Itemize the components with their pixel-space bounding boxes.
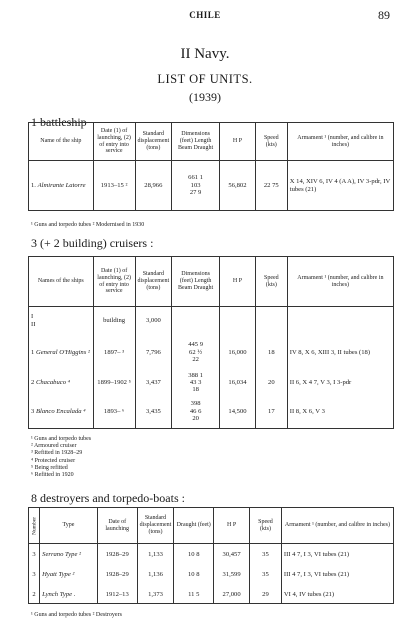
- armament: IV 8, X 6, XIII 3, II tubes (18): [287, 335, 393, 371]
- dimension-length: 398: [190, 400, 201, 408]
- horse-power: 16,000: [220, 335, 256, 371]
- running-header: [0, 10, 410, 24]
- table-row: [29, 544, 394, 565]
- draught: 10 8: [174, 544, 214, 565]
- year-heading: (1939): [189, 90, 221, 104]
- unit-count: 2: [29, 586, 40, 604]
- destroyers-heading: 8 destroyers and torpedo-boats :: [31, 491, 185, 505]
- unit-count: 3: [29, 565, 40, 586]
- col-header: Speed (kts): [255, 123, 287, 161]
- ship-type: Serrano Type ²: [40, 544, 98, 565]
- displacement: 28,966: [135, 161, 172, 211]
- col-header: Names of the ships: [29, 257, 94, 307]
- speed: 20: [255, 371, 287, 395]
- horse-power: 16,034: [220, 371, 256, 395]
- col-header: Date of launching: [97, 508, 137, 544]
- destroyers-notes: ¹ Guns and torpedo tubes ² Destroyers: [31, 612, 122, 618]
- ship-name: Chacabuco ⁴: [35, 378, 70, 386]
- col-header: Standard displacement (tons): [135, 123, 172, 161]
- table-row: [29, 307, 394, 335]
- table-row: [29, 395, 394, 429]
- footnote: ⁶ Refitted in 1920: [31, 471, 74, 478]
- table-row: [29, 565, 394, 586]
- launch-date: 1897– ³: [93, 335, 135, 371]
- footnote: ³ Refitted in 1928–29: [31, 450, 83, 457]
- launch-date: building: [93, 307, 135, 335]
- displacement: 7,796: [135, 335, 172, 371]
- table-row: [29, 586, 394, 604]
- dimension-draught: 18: [192, 386, 199, 394]
- ship-name: Almirante Latorre: [37, 181, 86, 189]
- col-header: Standard displacement (tons): [135, 257, 172, 307]
- footnote: ⁴ Protected cruiser: [31, 457, 76, 464]
- dimension-draught: 20: [192, 415, 199, 423]
- launch-date: 1928–29: [97, 565, 137, 586]
- cruisers-heading: 3 (+ 2 building) cruisers :: [31, 236, 154, 250]
- ship-type: Hyatt Type ²: [40, 565, 98, 586]
- col-header: Dimensions (feet) Length Beam Draught: [172, 123, 220, 161]
- footnote: ² Armoured cruiser: [31, 443, 77, 450]
- battleship-notes: ¹ Guns and torpedo tubes ² Modernised in 1930: [31, 222, 145, 228]
- row-number: 2: [31, 378, 35, 386]
- battleship-table: [28, 122, 394, 211]
- col-header: Armament ¹ (number, and calibre in inches): [287, 257, 393, 307]
- cruisers-notes: [31, 436, 91, 479]
- col-header: Date (1) of launching, (2) of entry into service: [93, 257, 135, 307]
- table-row: [29, 335, 394, 371]
- col-header: Date (1) of launching, (2) of entry into service: [93, 123, 135, 161]
- speed: 35: [250, 544, 282, 565]
- displacement: 3,000: [135, 307, 172, 335]
- row-number: 3: [31, 407, 35, 415]
- col-header: Speed (kts): [250, 508, 282, 544]
- section-heading: II Navy.: [180, 46, 230, 62]
- speed: 29: [250, 586, 282, 604]
- col-header: H P: [220, 123, 256, 161]
- armament: III 4 7, I 3, VI tubes (21): [281, 565, 393, 586]
- displacement: 1,136: [137, 565, 174, 586]
- speed: 35: [250, 565, 282, 586]
- launch-date: 1899–1902 ⁵: [93, 371, 135, 395]
- footnote: ⁵ Being refitted: [31, 464, 68, 471]
- dimension-length: 445 9: [188, 341, 204, 349]
- speed: 18: [255, 335, 287, 371]
- col-header: H P: [220, 257, 256, 307]
- launch-date: 1893– ⁶: [93, 395, 135, 429]
- speed: 17: [255, 395, 287, 429]
- armament: X 14, XIV 6, IV 4 (A A), IV 3-pdr, IV tubes (21): [287, 161, 393, 211]
- displacement: 3,437: [135, 371, 172, 395]
- displacement: 3,435: [135, 395, 172, 429]
- ship-name: I II: [29, 307, 94, 335]
- col-header: Speed (kts): [255, 257, 287, 307]
- col-header: Type: [40, 508, 98, 544]
- armament: III 4 7, I 3, VI tubes (21): [281, 544, 393, 565]
- country-header: CHILE: [189, 10, 221, 20]
- launch-date: 1912–13: [97, 586, 137, 604]
- list-heading: LIST OF UNITS.: [157, 72, 253, 86]
- displacement: 1,133: [137, 544, 174, 565]
- row-number: 1: [31, 348, 35, 356]
- armament: II 6, X 4 7, V 3, I 3-pdr: [287, 371, 393, 395]
- armament: II 8, X 6, V 3: [287, 395, 393, 429]
- dimension-beam: 62 ½: [189, 348, 203, 356]
- horse-power: 27,000: [214, 586, 250, 604]
- page-number: 89: [378, 8, 390, 22]
- col-header: Standard displacement (tons): [137, 508, 174, 544]
- col-header: Name of the ship: [29, 123, 94, 161]
- horse-power: 14,500: [220, 395, 256, 429]
- dimension-length: 661 1: [188, 174, 204, 182]
- dimension-beam: 46 6: [189, 407, 202, 415]
- destroyers-table: [28, 507, 394, 604]
- footnote: ¹ Guns and torpedo tubes: [31, 436, 92, 442]
- col-header: Number: [29, 508, 40, 544]
- horse-power: 30,457: [214, 544, 250, 565]
- launch-date: 1928–29: [97, 544, 137, 565]
- draught: 11 5: [174, 586, 214, 604]
- ship-name: General O'Higgins ²: [35, 348, 90, 356]
- dimension-length: 388 1: [188, 371, 204, 379]
- col-header: Armament ¹ (number, and calibre in inches): [287, 123, 393, 161]
- col-header: Armament ¹ (number, and calibre in inches): [281, 508, 393, 544]
- ship-type: Lynch Type .: [40, 586, 98, 604]
- launch-date: 1913–15 ²: [93, 161, 135, 211]
- dimension-beam: 43 3: [189, 378, 202, 386]
- unit-count: 3: [29, 544, 40, 565]
- dimension-beam: 103: [190, 181, 201, 189]
- displacement: 1,373: [137, 586, 174, 604]
- table-row: [29, 161, 394, 211]
- horse-power: 31,599: [214, 565, 250, 586]
- col-header: H P: [214, 508, 250, 544]
- ship-name: Blanco Encalada ⁴: [35, 407, 86, 415]
- armament: VI 4, IV tubes (21): [281, 586, 393, 604]
- cruisers-table: [28, 256, 394, 429]
- col-header: Dimensions (feet) Length Beam Draught: [172, 257, 220, 307]
- draught: 10 8: [174, 565, 214, 586]
- table-row: [29, 371, 394, 395]
- col-header: Draught (feet): [174, 508, 214, 544]
- horse-power: 56,802: [220, 161, 256, 211]
- speed: 22 75: [255, 161, 287, 211]
- dimension-draught: 22: [192, 356, 199, 364]
- row-number: 1.: [31, 181, 36, 189]
- dimension-draught: 27 9: [189, 189, 202, 197]
- battleship-heading: 1 battleship: [31, 115, 87, 129]
